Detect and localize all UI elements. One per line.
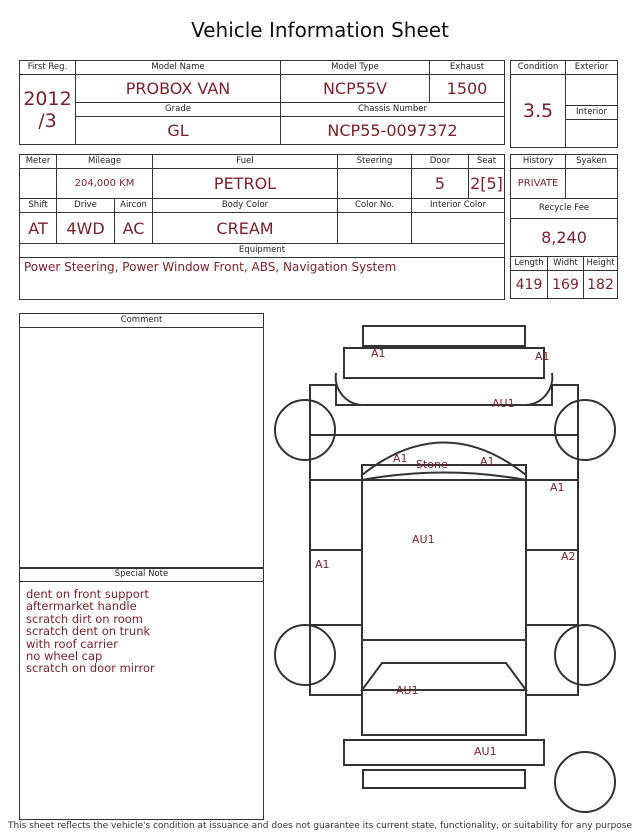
exhaust-value: 1500 [430, 75, 505, 103]
damage-mark: AU1 [474, 745, 497, 758]
damage-mark: A1 [371, 347, 386, 360]
width-value: 169 [548, 271, 584, 299]
condition-score: 3.5 [511, 75, 566, 148]
model-name-label: Model Name [76, 61, 281, 75]
rear-right-wheel [555, 625, 615, 685]
interior-label: Interior [566, 106, 618, 120]
chassis-value: NCP55-0097372 [281, 117, 505, 145]
body-color-label: Body Color [153, 199, 338, 213]
aircon-label: Aircon [115, 199, 153, 213]
history-dimension-table [510, 154, 618, 299]
interior-color-label: Interior Color [412, 199, 505, 213]
history-label: History [511, 155, 566, 169]
disclaimer-footer: This sheet reflects the vehicle's condition at issuance and does not guarantee its current state, functionality, or suitability for any purpose [7, 821, 633, 831]
door-value: 5 [412, 169, 469, 199]
damage-mark: Stone [416, 458, 448, 471]
exhaust-label: Exhaust [430, 61, 505, 75]
damage-mark: A1 [535, 350, 550, 363]
fuel-label: Fuel [153, 155, 338, 169]
syaken-label: Syaken [566, 155, 618, 169]
color-no-label: Color No. [338, 199, 412, 213]
body-color-value: CREAM [153, 213, 338, 244]
model-name-value: PROBOX VAN [76, 75, 281, 103]
rear-left-wheel [275, 625, 335, 685]
damage-mark: A1 [315, 558, 330, 571]
mileage-label: Mileage [57, 155, 153, 169]
special-note-line: no wheel cap [26, 649, 103, 664]
height-value: 182 [584, 271, 618, 299]
recycle-fee-label: Recycle Fee [511, 199, 618, 219]
shift-label: Shift [20, 199, 57, 213]
shift-value: AT [20, 213, 57, 244]
special-note-list [20, 582, 263, 675]
model-type-value: NCP55V [281, 75, 430, 103]
drive-label: Drive [57, 199, 115, 213]
meter-label: Meter [20, 155, 57, 169]
rear-gate-outline [362, 690, 526, 735]
steering-label: Steering [338, 155, 412, 169]
vehicle-basic-table [19, 60, 505, 145]
damage-mark: A1 [550, 481, 565, 494]
left-front-door [310, 480, 362, 550]
exterior-label: Exterior [566, 61, 618, 75]
rear-window-outline [362, 663, 526, 690]
condition-label: Condition [511, 61, 566, 75]
length-value: 419 [511, 271, 548, 299]
sheet-title: Vehicle Information Sheet [191, 18, 449, 42]
front-body-outline [310, 385, 578, 435]
special-note-line: scratch dirt on room [26, 611, 143, 626]
recycle-fee-value: 8,240 [511, 219, 618, 257]
first-reg-year: 2012 [23, 87, 72, 110]
rear-step-outline [363, 770, 525, 788]
special-note-line: scratch on door mirror [26, 661, 155, 676]
equipment-label: Equipment [20, 244, 505, 258]
damage-mark: AU1 [412, 533, 435, 546]
length-label: Length [511, 257, 548, 271]
height-label: Height [584, 257, 618, 271]
special-note-panel [19, 567, 264, 820]
vehicle-detail-table [19, 154, 505, 300]
syaken-value [566, 169, 618, 199]
exterior-value [566, 75, 618, 106]
color-no-value [338, 213, 412, 244]
comment-panel [19, 313, 264, 569]
first-reg-value [20, 75, 76, 145]
grade-label: Grade [76, 103, 281, 117]
interior-value [566, 120, 618, 148]
condition-table [510, 60, 618, 148]
first-reg-month: /3 [38, 109, 57, 132]
steering-value [338, 169, 412, 199]
front-right-wheel [555, 400, 615, 460]
door-label: Door [412, 155, 469, 169]
equipment-value: Power Steering, Power Window Front, ABS, Navigation System [20, 258, 505, 300]
meter-value [20, 169, 57, 199]
damage-mark: A2 [561, 550, 576, 563]
damage-mark: AU1 [396, 684, 419, 697]
fuel-value: PETROL [153, 169, 338, 199]
roof-outline [362, 480, 526, 640]
drive-value: 4WD [57, 213, 115, 244]
comment-label: Comment [20, 314, 263, 328]
seat-label: Seat [469, 155, 505, 169]
special-note-line: with roof carrier [26, 636, 118, 651]
history-value: PRIVATE [511, 169, 566, 199]
right-side-outline [526, 435, 578, 695]
grade-value: GL [76, 117, 281, 145]
special-note-line: aftermarket handle [26, 599, 137, 614]
damage-mark: A1 [393, 452, 408, 465]
rear-bumper-outline [344, 740, 544, 765]
front-bumper-outline [363, 326, 525, 346]
seat-value: 2[5] [469, 169, 505, 199]
spare-wheel [555, 752, 615, 812]
special-note-line: dent on front support [26, 587, 149, 601]
mileage-value: 204,000 KM [57, 169, 153, 199]
special-note-label: Special Note [20, 567, 263, 582]
chassis-label: Chassis Number [281, 103, 505, 117]
hood-outline [362, 473, 526, 481]
interior-color-value [412, 213, 505, 244]
front-left-wheel [275, 400, 335, 460]
aircon-value: AC [115, 213, 153, 244]
width-label: Widht [548, 257, 584, 271]
damage-mark: A1 [480, 455, 495, 468]
model-type-label: Model Type [281, 61, 430, 75]
first-reg-label: First Reg. [20, 61, 76, 75]
special-note-line: scratch dent on trunk [26, 624, 151, 639]
damage-mark: AU1 [492, 397, 515, 410]
